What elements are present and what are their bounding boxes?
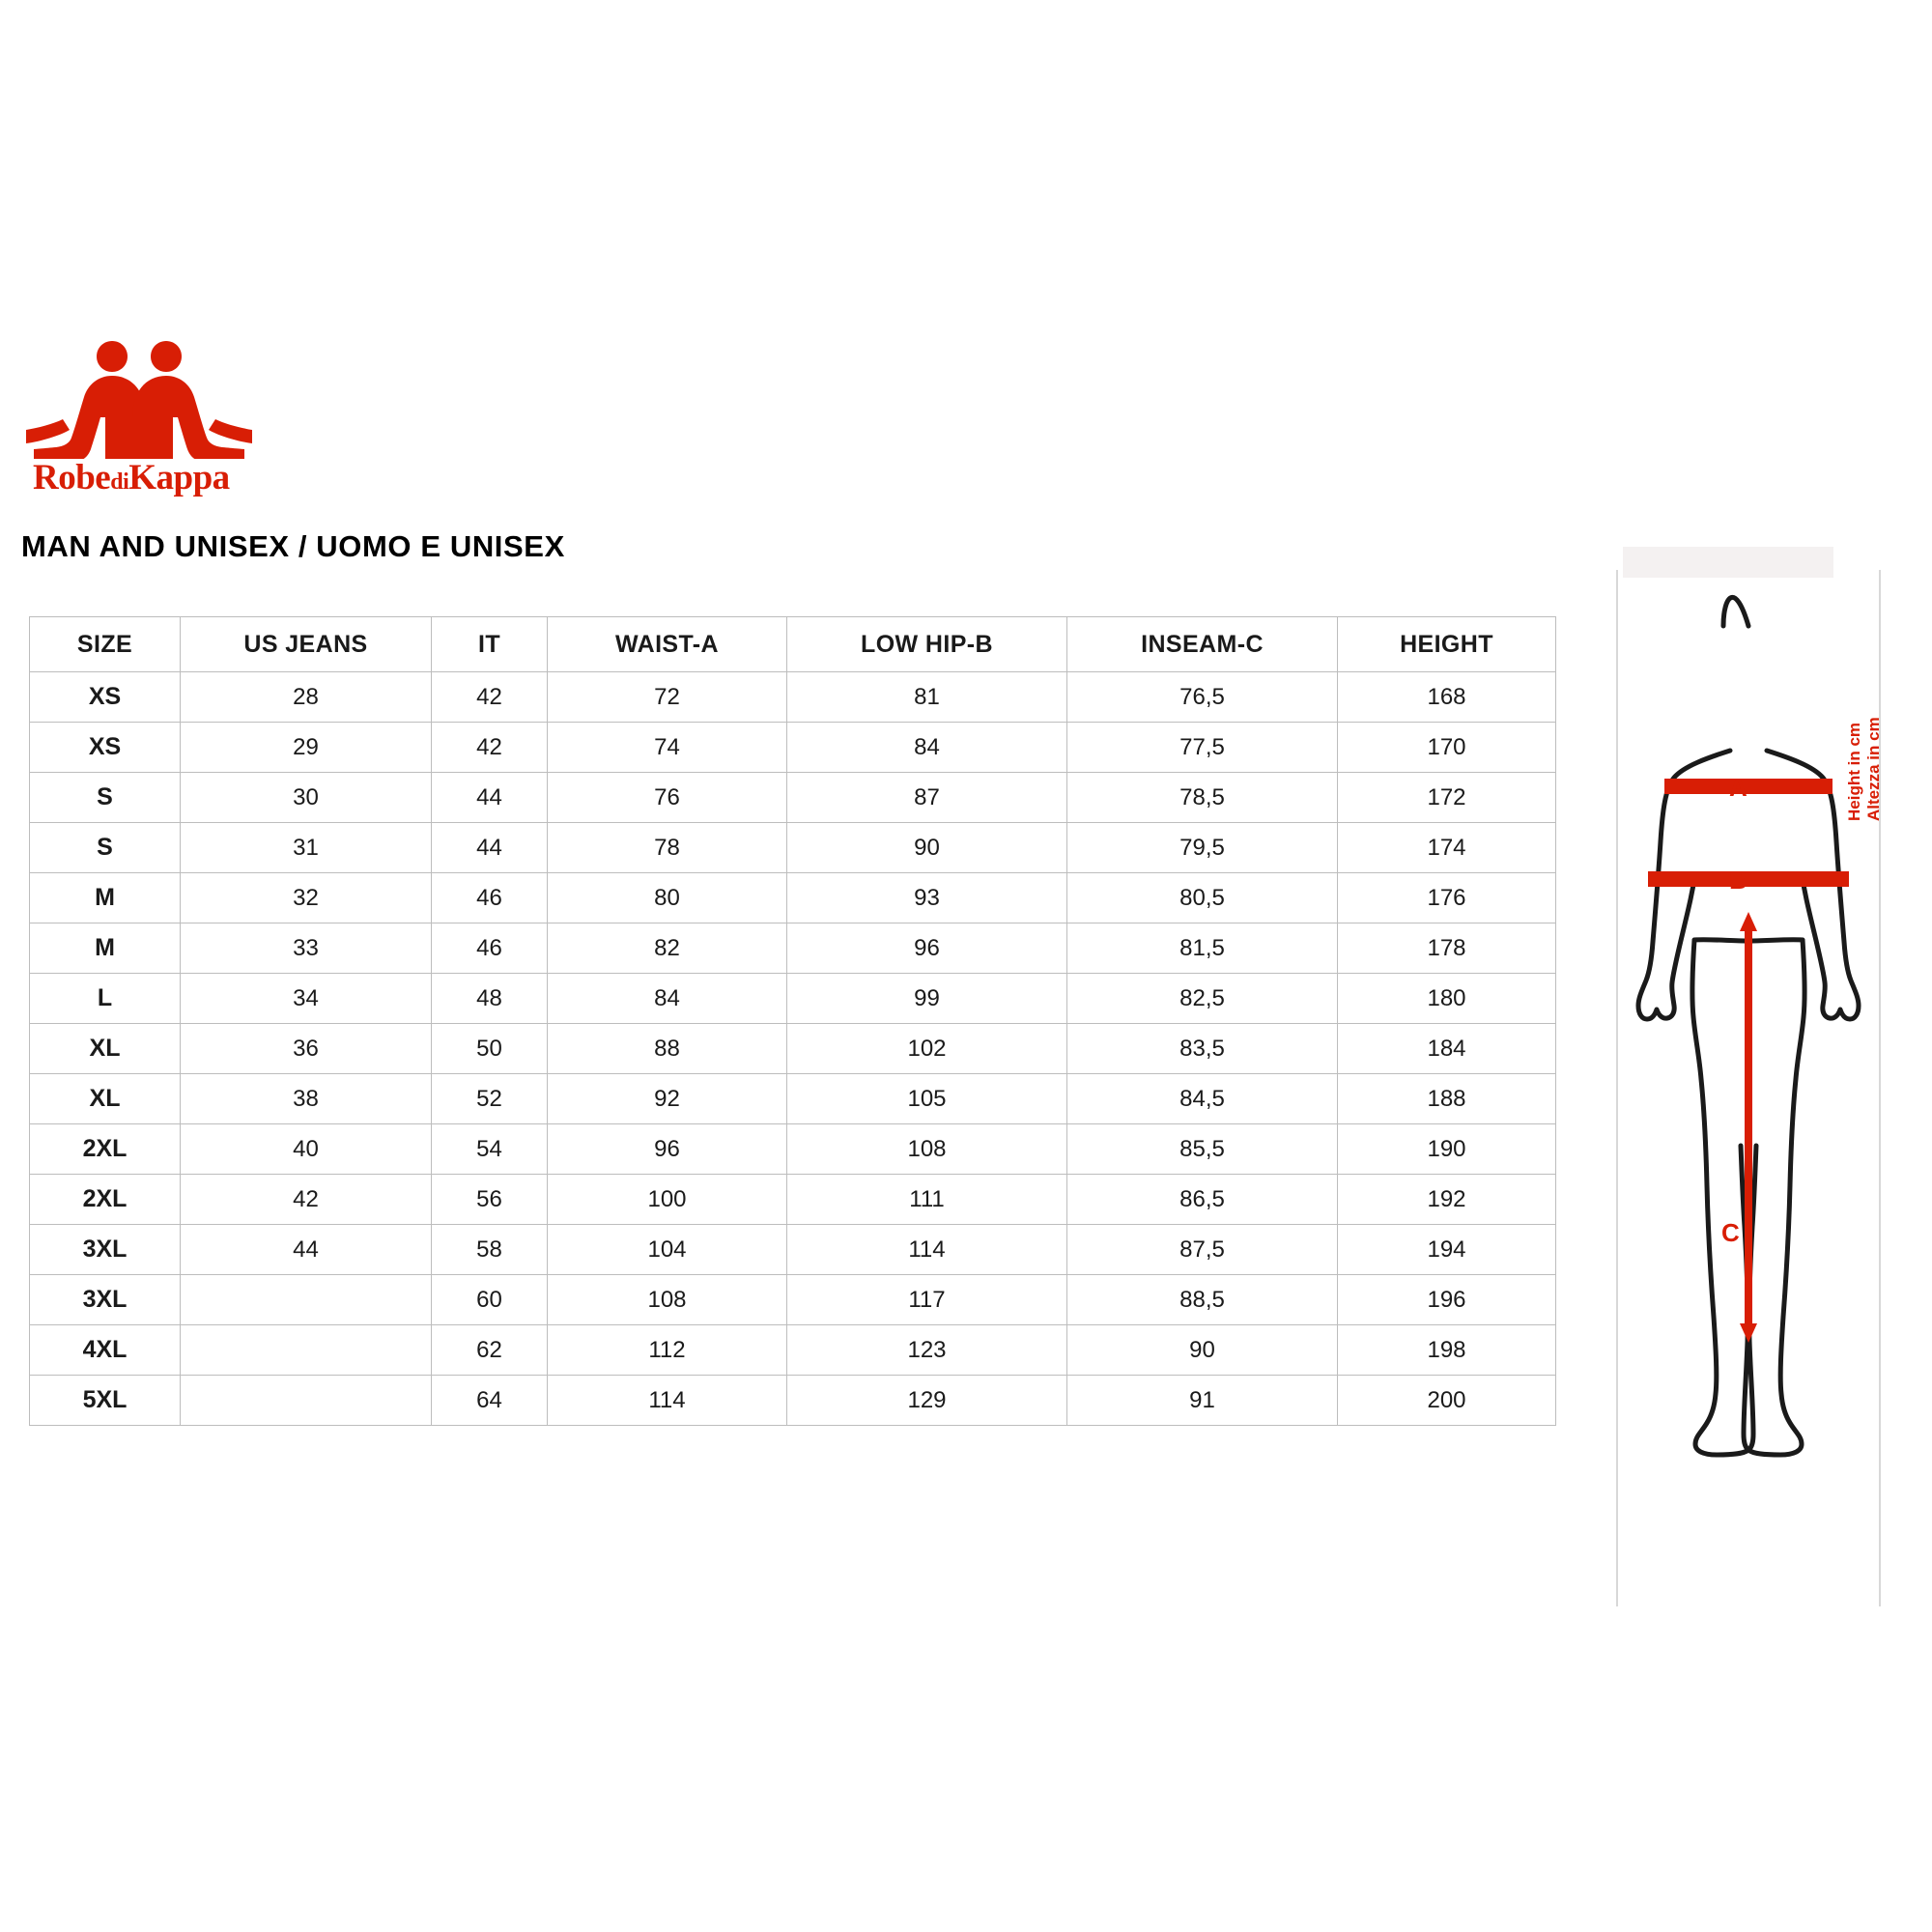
cell-us-jeans: 40 xyxy=(181,1124,432,1175)
cell-size: XL xyxy=(30,1024,181,1074)
cell-us-jeans: 30 xyxy=(181,773,432,823)
cell-height: 190 xyxy=(1338,1124,1556,1175)
cell-size: XS xyxy=(30,672,181,723)
cell-low-hip: 123 xyxy=(787,1325,1067,1376)
cell-it: 58 xyxy=(432,1225,548,1275)
cell-us-jeans: 29 xyxy=(181,723,432,773)
table-row xyxy=(30,1175,1556,1225)
cell-it: 44 xyxy=(432,823,548,873)
cell-us-jeans: 38 xyxy=(181,1074,432,1124)
column-header-it: IT xyxy=(432,617,548,672)
cell-it: 44 xyxy=(432,773,548,823)
cell-inseam: 80,5 xyxy=(1067,873,1338,923)
cell-height: 196 xyxy=(1338,1275,1556,1325)
cell-it: 62 xyxy=(432,1325,548,1376)
cell-size: XS xyxy=(30,723,181,773)
cell-inseam: 87,5 xyxy=(1067,1225,1338,1275)
cell-height: 174 xyxy=(1338,823,1556,873)
cell-low-hip: 111 xyxy=(787,1175,1067,1225)
cell-low-hip: 93 xyxy=(787,873,1067,923)
table-row xyxy=(30,1024,1556,1074)
table-row xyxy=(30,1074,1556,1124)
cell-inseam: 79,5 xyxy=(1067,823,1338,873)
size-table-container xyxy=(29,616,1555,1426)
column-header-low-hip-b: LOW HIP-B xyxy=(787,617,1067,672)
cell-low-hip: 96 xyxy=(787,923,1067,974)
cell-low-hip: 114 xyxy=(787,1225,1067,1275)
cell-waist: 80 xyxy=(548,873,787,923)
cell-height: 184 xyxy=(1338,1024,1556,1074)
cell-low-hip: 108 xyxy=(787,1124,1067,1175)
cell-inseam: 91 xyxy=(1067,1376,1338,1426)
brand-wordmark xyxy=(33,457,230,498)
cell-waist: 104 xyxy=(548,1225,787,1275)
cell-low-hip: 99 xyxy=(787,974,1067,1024)
table-row xyxy=(30,773,1556,823)
cell-waist: 108 xyxy=(548,1275,787,1325)
cell-size: 2XL xyxy=(30,1124,181,1175)
table-row xyxy=(30,923,1556,974)
cell-low-hip: 102 xyxy=(787,1024,1067,1074)
table-header-row xyxy=(30,617,1556,672)
size-table xyxy=(29,616,1556,1426)
cell-waist: 82 xyxy=(548,923,787,974)
cell-size: 2XL xyxy=(30,1175,181,1225)
cell-it: 46 xyxy=(432,923,548,974)
cell-us-jeans: 32 xyxy=(181,873,432,923)
cell-us-jeans: 44 xyxy=(181,1225,432,1275)
cell-us-jeans: 28 xyxy=(181,672,432,723)
cell-us-jeans: 31 xyxy=(181,823,432,873)
column-header-size: SIZE xyxy=(30,617,181,672)
cell-us-jeans: 36 xyxy=(181,1024,432,1074)
cell-inseam: 81,5 xyxy=(1067,923,1338,974)
cell-waist: 78 xyxy=(548,823,787,873)
cell-it: 60 xyxy=(432,1275,548,1325)
cell-size: XL xyxy=(30,1074,181,1124)
table-row xyxy=(30,723,1556,773)
cell-size: 3XL xyxy=(30,1275,181,1325)
cell-it: 52 xyxy=(432,1074,548,1124)
cell-height: 172 xyxy=(1338,773,1556,823)
cell-inseam: 90 xyxy=(1067,1325,1338,1376)
table-row xyxy=(30,672,1556,723)
table-row xyxy=(30,1376,1556,1426)
table-row xyxy=(30,1275,1556,1325)
cell-inseam: 76,5 xyxy=(1067,672,1338,723)
waist-marker-band xyxy=(1664,779,1833,794)
cell-it: 46 xyxy=(432,873,548,923)
cell-inseam: 84,5 xyxy=(1067,1074,1338,1124)
cell-height: 180 xyxy=(1338,974,1556,1024)
column-header-height: HEIGHT xyxy=(1338,617,1556,672)
cell-size: 4XL xyxy=(30,1325,181,1376)
low-hip-marker-band xyxy=(1648,871,1849,887)
wordmark-robe: Robe xyxy=(33,458,111,497)
cell-height: 168 xyxy=(1338,672,1556,723)
table-row xyxy=(30,974,1556,1024)
cell-height: 200 xyxy=(1338,1376,1556,1426)
cell-low-hip: 129 xyxy=(787,1376,1067,1426)
column-header-inseam-c: INSEAM-C xyxy=(1067,617,1338,672)
cell-it: 48 xyxy=(432,974,548,1024)
cell-height: 178 xyxy=(1338,923,1556,974)
column-header-waist-a: WAIST-A xyxy=(548,617,787,672)
cell-us-jeans: 42 xyxy=(181,1175,432,1225)
cell-us-jeans xyxy=(181,1376,432,1426)
cell-it: 50 xyxy=(432,1024,548,1074)
low-hip-marker-label: B xyxy=(1729,866,1747,895)
cell-size: S xyxy=(30,773,181,823)
cell-inseam: 88,5 xyxy=(1067,1275,1338,1325)
height-label-en: Height in cm xyxy=(1845,722,1863,821)
cell-waist: 74 xyxy=(548,723,787,773)
cell-low-hip: 81 xyxy=(787,672,1067,723)
cell-size: M xyxy=(30,923,181,974)
brand-logo xyxy=(19,333,299,507)
cell-waist: 88 xyxy=(548,1024,787,1074)
table-row xyxy=(30,823,1556,873)
cell-height: 198 xyxy=(1338,1325,1556,1376)
inseam-marker-line xyxy=(1740,912,1757,1343)
cell-height: 194 xyxy=(1338,1225,1556,1275)
cell-it: 64 xyxy=(432,1376,548,1426)
cell-it: 42 xyxy=(432,723,548,773)
cell-waist: 72 xyxy=(548,672,787,723)
cell-low-hip: 87 xyxy=(787,773,1067,823)
cell-low-hip: 90 xyxy=(787,823,1067,873)
cell-us-jeans xyxy=(181,1275,432,1325)
cell-inseam: 77,5 xyxy=(1067,723,1338,773)
cell-waist: 92 xyxy=(548,1074,787,1124)
table-row xyxy=(30,1124,1556,1175)
cell-size: 3XL xyxy=(30,1225,181,1275)
cell-waist: 76 xyxy=(548,773,787,823)
cell-inseam: 82,5 xyxy=(1067,974,1338,1024)
cell-height: 188 xyxy=(1338,1074,1556,1124)
cell-low-hip: 105 xyxy=(787,1074,1067,1124)
page-title: MAN AND UNISEX / UOMO E UNISEX xyxy=(21,529,565,563)
inseam-marker-label: C xyxy=(1721,1218,1740,1247)
cell-height: 176 xyxy=(1338,873,1556,923)
cell-waist: 112 xyxy=(548,1325,787,1376)
cell-low-hip: 84 xyxy=(787,723,1067,773)
cell-inseam: 85,5 xyxy=(1067,1124,1338,1175)
cell-inseam: 86,5 xyxy=(1067,1175,1338,1225)
height-axis-label xyxy=(1845,628,1888,821)
cell-waist: 100 xyxy=(548,1175,787,1225)
cell-it: 56 xyxy=(432,1175,548,1225)
cell-us-jeans: 34 xyxy=(181,974,432,1024)
cell-inseam: 83,5 xyxy=(1067,1024,1338,1074)
kappa-omini-logo-icon xyxy=(19,333,299,459)
table-row xyxy=(30,1325,1556,1376)
cell-size: S xyxy=(30,823,181,873)
wordmark-di: di xyxy=(110,469,129,495)
cell-size: M xyxy=(30,873,181,923)
column-header-us-jeans: US JEANS xyxy=(181,617,432,672)
cell-waist: 114 xyxy=(548,1376,787,1426)
cell-us-jeans xyxy=(181,1325,432,1376)
measurement-figure xyxy=(1604,558,1893,1621)
cell-inseam: 78,5 xyxy=(1067,773,1338,823)
cell-low-hip: 117 xyxy=(787,1275,1067,1325)
cell-height: 192 xyxy=(1338,1175,1556,1225)
cell-height: 170 xyxy=(1338,723,1556,773)
cell-it: 42 xyxy=(432,672,548,723)
cell-size: L xyxy=(30,974,181,1024)
height-label-it: Altezza in cm xyxy=(1864,717,1883,821)
wordmark-kappa: Kappa xyxy=(128,458,230,497)
cell-waist: 84 xyxy=(548,974,787,1024)
waist-marker-label: A xyxy=(1729,773,1747,802)
cell-it: 54 xyxy=(432,1124,548,1175)
table-row xyxy=(30,1225,1556,1275)
cell-us-jeans: 33 xyxy=(181,923,432,974)
cell-waist: 96 xyxy=(548,1124,787,1175)
table-row xyxy=(30,873,1556,923)
cell-size: 5XL xyxy=(30,1376,181,1426)
